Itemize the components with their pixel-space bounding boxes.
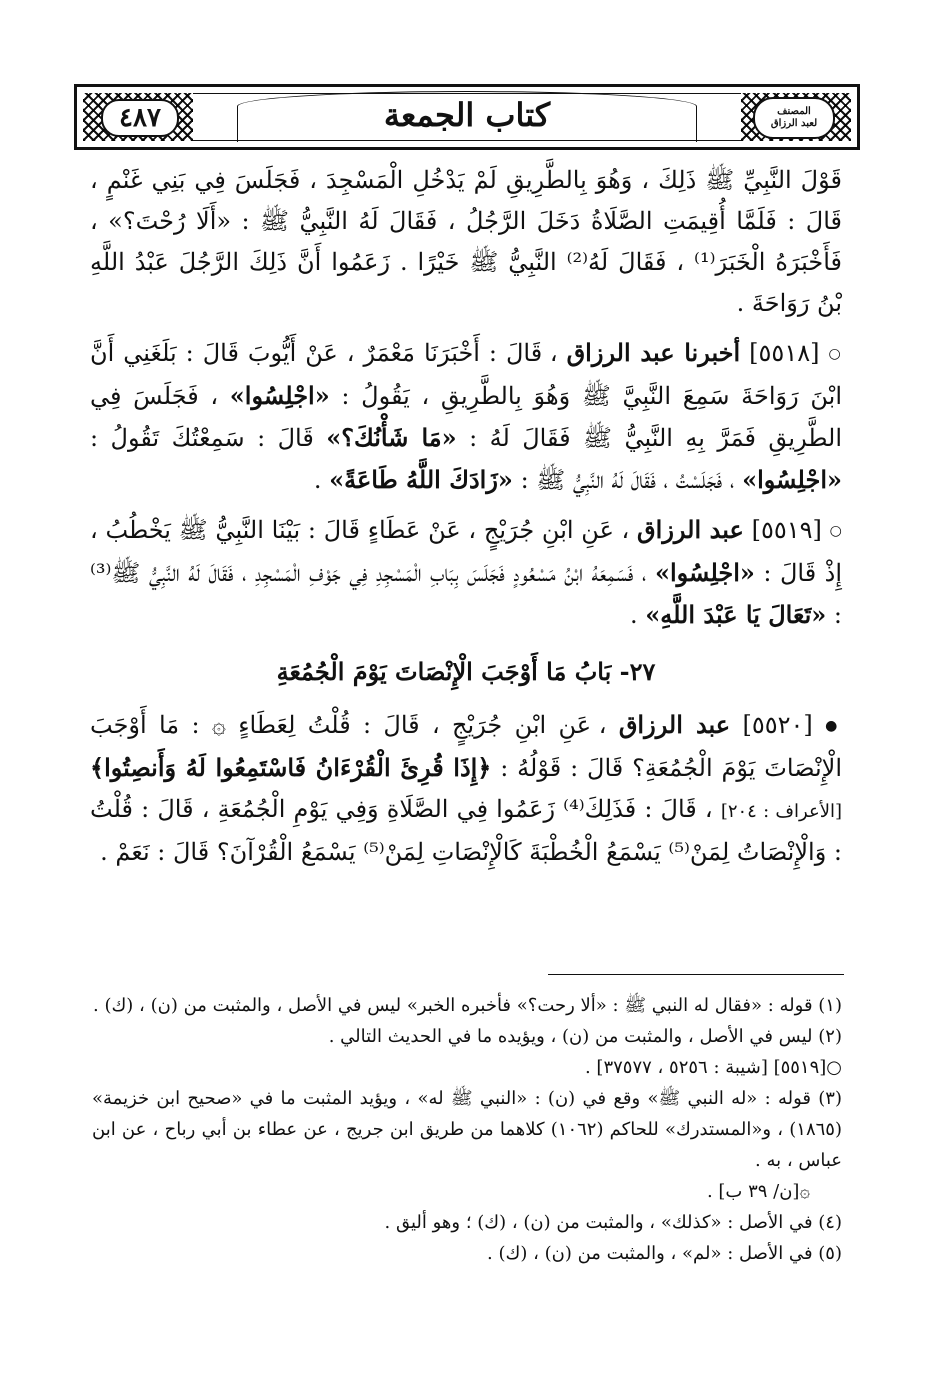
hadith-text: قَالَ : سَمِعْتُكَ تَقُولُ : bbox=[90, 424, 314, 452]
hadith-text: ، فَجَلَسَ فِي الطَّرِيقِ فَمَرَّ بِهِ النَّبِيُّ ﷺ فَقَالَ لَهُ : bbox=[90, 382, 842, 452]
hadith-marker: ○ bbox=[828, 346, 842, 362]
hadith-quote: «اجْلِسُوا» bbox=[742, 465, 842, 494]
hadith-text: ، فَسَمِعَهُ ابْنُ مَسْعُودٍ فَجَلَسَ بِبَابِ الْمَسْجِدِ فِي جَوْفِ الْمَسْجِدِ ، فَقَالَ لَهُ النَّبِيُّ ﷺ⁽³⁾ : bbox=[90, 559, 842, 629]
hadith-text: ، قَالَ : أَخْبَرَنَا مَعْمَرٌ ، عَنْ أَيُّوبَ قَالَ : بَلَغَنِي أَنَّ ابْنَ رَوَاحَةَ سَمِعَ النَّبِيَّ ﷺ وَهُوَ بِالطَّرِيقِ ، يَقُولُ : bbox=[90, 339, 842, 410]
hadith-5519 bbox=[90, 509, 842, 636]
hadith-text: ، قَالَ : فَذَلِكَ⁽⁴⁾ زَعَمُوا فِي الصَّلَاةِ وَفِي يَوْمِ الْجُمُعَةِ ، قَالَ : قُلْتُ : وَالْإِنْصَاتُ لِمَنْ⁽⁵⁾ يَسْمَعُ الْخُطْبَةَ كَالْإِنْصَاتِ لِمَنْ⁽⁵⁾ يَسْمَعُ الْقُرْآنَ؟ قَالَ : نَعَمْ . bbox=[90, 795, 842, 866]
hadith-marker: ● bbox=[825, 718, 842, 734]
seal-line-2: لعبد الرزاق bbox=[770, 118, 818, 129]
seal-line-1: المصنف bbox=[777, 106, 811, 117]
paragraph-continuation: قَوْلَ النَّبِيِّ ﷺ ذَلِكَ ، وَهُوَ بِالطَّرِيقِ لَمْ يَدْخُلِ الْمَسْجِدَ ، فَجَلَسَ فِي بَنِي غَنْمٍ ، قَالَ : فَلَمَّا أُقِيمَتِ الصَّلَاةُ دَخَلَ الرَّجُلُ ، فَقَالَ لَهُ النَّبِيُّ ﷺ : «أَلَا رُحْتَ؟» ، فَأَخْبَرَهُ الْخَبَرَ⁽¹⁾ ، فَقَالَ لَهُ⁽²⁾ النَّبِيُّ ﷺ خَيْرًا . زَعَمُوا أَنَّ ذَلِكَ الرَّجُلَ عَبْدُ اللَّهِ بْنُ رَوَاحَةَ . bbox=[90, 166, 843, 317]
hadith-5520 bbox=[90, 704, 842, 873]
footnote-manuscript-ref: ۞[ن/ ٣٩ ب] . bbox=[706, 1181, 810, 1202]
chapter-heading: ٢٧- بَابُ مَا أَوْجَبَ الْإِنْصَاتَ يَوْمَ الْجُمُعَةِ bbox=[276, 657, 656, 686]
main-text bbox=[90, 160, 842, 873]
page-number: ٤٨٧ bbox=[101, 99, 179, 137]
hadith-number: [٥٥٢٠] bbox=[742, 711, 813, 739]
hadith-end: . bbox=[313, 466, 322, 494]
hadith-text: ، عَنِ ابْنِ جُرَيْجٍ ، عَنْ عَطَاءٍ قَالَ : بَيْنَا النَّبِيُّ ﷺ يَخْطُبُ ، إِذْ قَالَ : bbox=[90, 516, 842, 587]
hadith-quote: «تَعَالَ يَا عَبْدَ اللَّهِ» bbox=[645, 600, 827, 629]
hadith-lead: عبد الرزاق bbox=[618, 710, 731, 739]
footnote-4: (٤) في الأصل : «كذلك» ، والمثبت من (ن) ، (ك) ؛ وهو أليق . bbox=[384, 1212, 842, 1233]
footnote-3: (٣) قوله : «له النبي ﷺ» وقع في (ن) : «النبي ﷺ له» ، ويؤيد المثبت ما في «صحيح ابن خزيمة» (١٨٦٥) ، و«المستدرك» للحاكم (١٠٦٢) كلاهما من طريق ابن جريج ، عن عطاء بن أبي رباح ، عن ابن عباس ، به . bbox=[92, 1088, 842, 1171]
hadith-text: ، فَجَلَسْتُ ، فَقَالَ لَهُ النَّبِيُّ ﷺ : bbox=[520, 466, 735, 494]
verse-reference: [الأعراف : ٢٠٤] bbox=[720, 801, 842, 822]
chapter-header-title: كتاب الجمعة bbox=[383, 96, 551, 134]
hadith-number: [٥٥١٨] bbox=[749, 339, 820, 367]
hadith-end: . bbox=[629, 601, 638, 629]
hadith-marker: ○ bbox=[829, 523, 842, 539]
footnote-5: (٥) في الأصل : «لم» ، والمثبت من (ن) ، (ك) . bbox=[487, 1243, 842, 1264]
quran-verse: ﴿إِذَا قُرِئَ الْقُرْءَانُ فَاسْتَمِعُوا لَهُ وَأَنصِتُوا﴾ bbox=[90, 753, 492, 782]
hadith-5518 bbox=[90, 332, 842, 501]
book-seal-logo bbox=[753, 97, 835, 139]
footnote-separator bbox=[548, 974, 844, 975]
footnote-2: (٢) ليس في الأصل ، والمثبت من (ن) ، ويؤيده ما في الحديث التالي . bbox=[328, 1026, 842, 1047]
hadith-quote: «اجْلِسُوا» bbox=[654, 558, 755, 587]
hadith-lead: عبد الرزاق bbox=[637, 515, 744, 544]
footnote-1: (١) قوله : «فقال له النبي ﷺ : «ألا رحت؟» فأخبره الخبر» ليس في الأصل ، والمثبت من (ن) ، (ك) . bbox=[93, 995, 842, 1016]
hadith-quote: «مَا شَأْنُكَ؟» bbox=[326, 423, 457, 452]
hadith-text: ، عَنِ ابْنِ جُرَيْجٍ ، قَالَ : قُلْتُ لِعَطَاءٍ ۞ : مَا أَوْجَبَ الْإِنْصَاتَ يَوْمَ الْجُمُعَةِ؟ قَالَ : قَوْلُهُ : bbox=[90, 711, 842, 782]
hadith-quote: «اجْلِسُوا» bbox=[229, 381, 330, 410]
hadith-number: [٥٥١٩] bbox=[751, 516, 822, 544]
hadith-quote: «زَادَكَ اللَّهُ طَاعَةً» bbox=[329, 465, 513, 494]
footnote-source-5519: ○[٥٥١٩] [شيبة : ٥٢٥٦ ، ٣٧٥٧٧] . bbox=[584, 1057, 842, 1078]
footnotes bbox=[92, 990, 842, 1269]
hadith-lead: أخبرنا عبد الرزاق bbox=[566, 338, 741, 367]
page-header bbox=[74, 84, 860, 150]
